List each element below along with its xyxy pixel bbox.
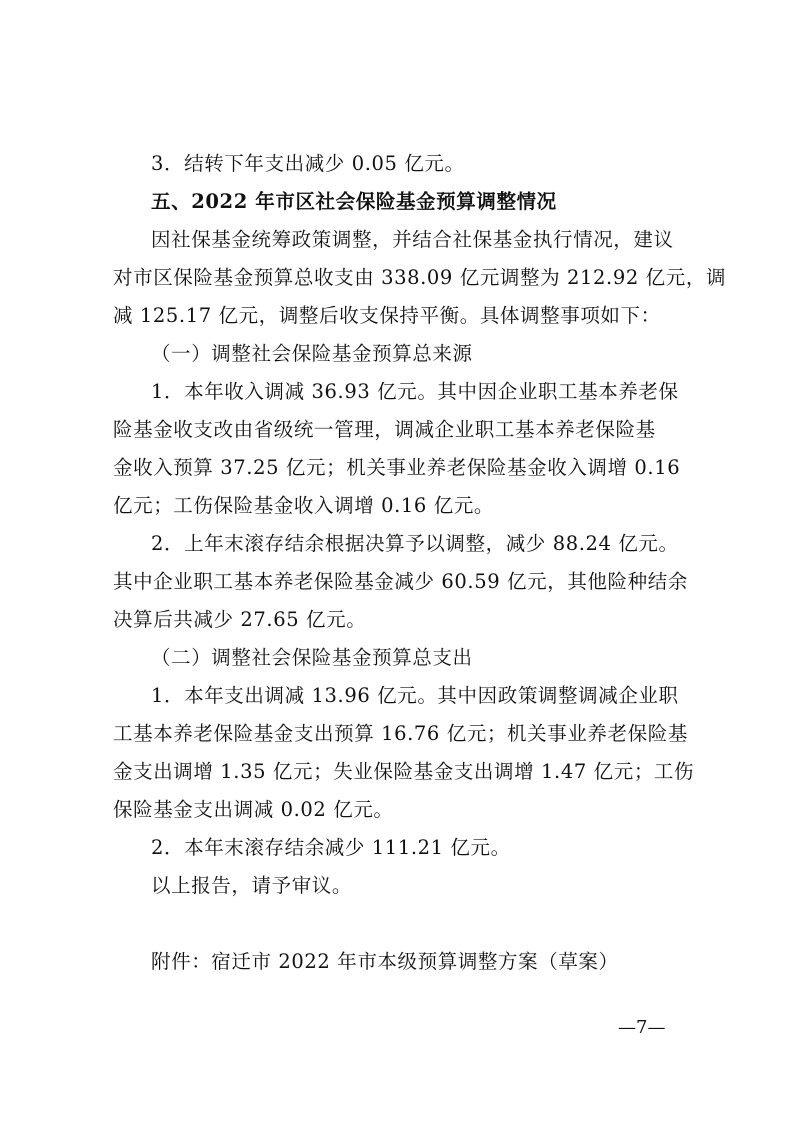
paragraph-line: 金收入预算 37.25 亿元；机关事业养老保险基金收入调增 0.16 bbox=[113, 456, 681, 479]
closing-statement: 以上报告，请予审议。 bbox=[151, 874, 353, 897]
paragraph-line: 金支出调增 1.35 亿元；失业保险基金支出调增 1.47 亿元；工伤 bbox=[113, 760, 695, 783]
section-heading-five: 五、2022 年市区社会保险基金预算调整情况 bbox=[151, 190, 557, 213]
attachment-note: 附件：宿迁市 2022 年市本级预算调整方案（草案） bbox=[151, 950, 619, 973]
subheading-sources: （一）调整社会保险基金预算总来源 bbox=[151, 342, 473, 365]
page-number: —7— bbox=[618, 1017, 666, 1038]
subheading-expenditure: （二）调整社会保险基金预算总支出 bbox=[151, 646, 473, 669]
paragraph-line: 决算后共减少 27.65 亿元。 bbox=[113, 608, 367, 631]
paragraph-line: 其中企业职工基本养老保险基金减少 60.59 亿元，其他险种结余 bbox=[113, 570, 688, 593]
paragraph-line: 1．本年收入调减 36.93 亿元。其中因企业职工基本养老保 bbox=[151, 380, 679, 403]
paragraph-line: 因社保基金统筹政策调整，并结合社保基金执行情况，建议 bbox=[151, 228, 674, 251]
item-carryover-expense: 3．结转下年支出减少 0.05 亿元。 bbox=[151, 152, 465, 175]
paragraph-line: 1．本年支出调减 13.96 亿元。其中因政策调整调减企业职 bbox=[151, 684, 679, 707]
paragraph-line: 工基本养老保险基金支出预算 16.76 亿元；机关事业养老保险基 bbox=[113, 722, 688, 745]
paragraph-line: 对市区保险基金预算总收支由 338.09 亿元调整为 212.92 亿元，调 bbox=[113, 266, 727, 289]
paragraph-line: 险基金收支改由省级统一管理，调减企业职工基本养老保险基 bbox=[113, 418, 656, 441]
paragraph-line: 减 125.17 亿元，调整后收支保持平衡。具体调整事项如下： bbox=[113, 304, 661, 327]
paragraph-line: 保险基金支出调减 0.02 亿元。 bbox=[113, 798, 394, 821]
paragraph-line: 2．本年末滚存结余减少 111.21 亿元。 bbox=[151, 836, 511, 859]
paragraph-line: 2．上年末滚存结余根据决算予以调整，减少 88.24 亿元。 bbox=[151, 532, 679, 555]
paragraph-line: 亿元；工伤保险基金收入调增 0.16 亿元。 bbox=[113, 494, 495, 517]
